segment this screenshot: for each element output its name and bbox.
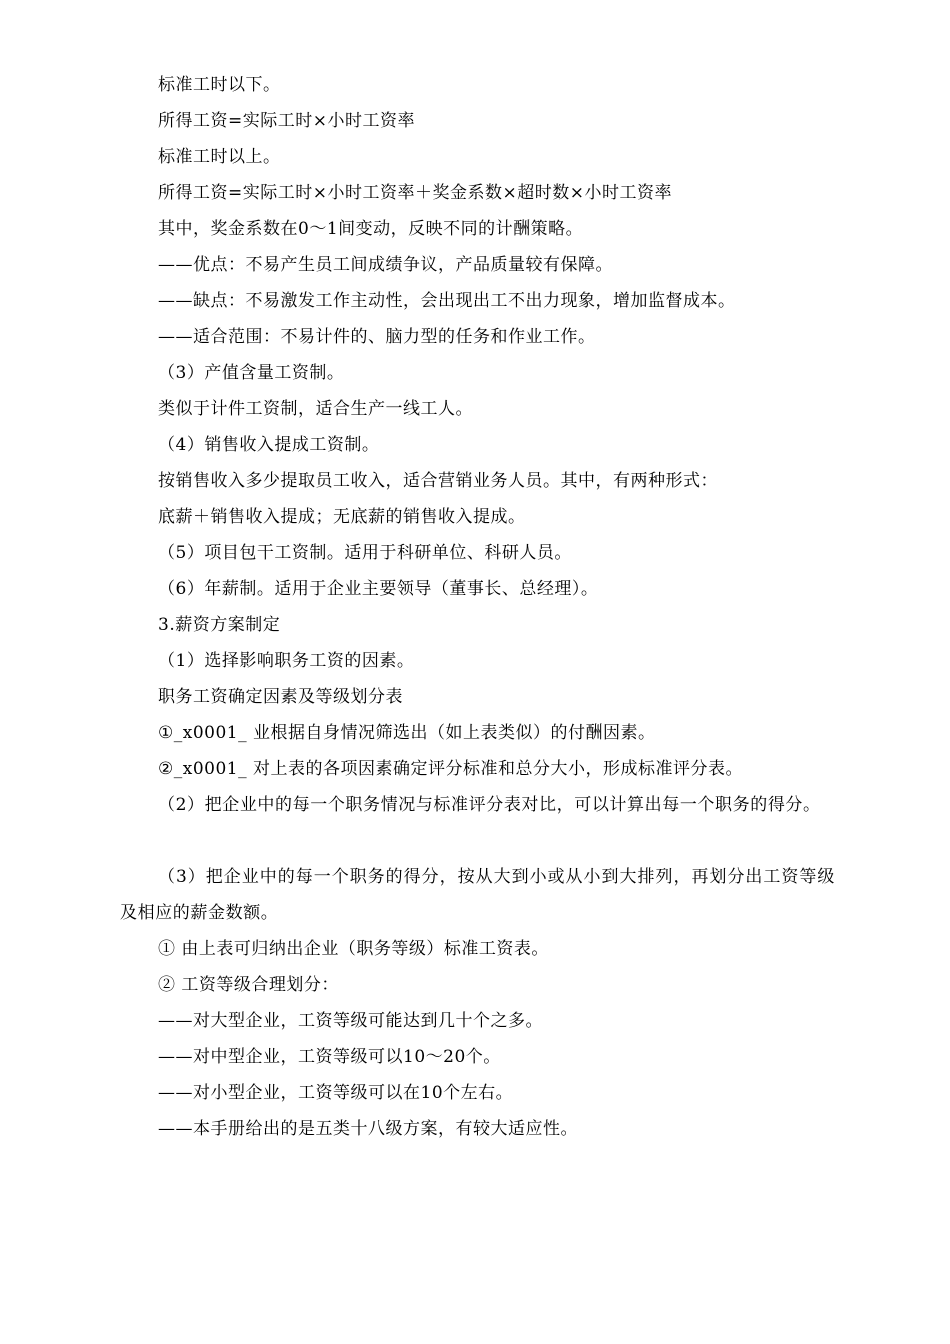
section-title: 3.薪资方案制定 (158, 615, 281, 635)
text-line: ——对大型企业，工资等级可能达到几十个之多。 (158, 1011, 543, 1031)
text-line: ——对中型企业，工资等级可以10～20个。 (158, 1047, 501, 1067)
text-line: 所得工资=实际工时×小时工资率 (158, 111, 415, 131)
text-line: 按销售收入多少提取员工收入，适合营销业务人员。其中，有两种形式： (158, 471, 718, 491)
list-item: ② 工资等级合理划分： (158, 975, 339, 995)
text-line: 底薪＋销售收入提成；无底薪的销售收入提成。 (158, 507, 526, 527)
text-line: ——适合范围：不易计件的、脑力型的任务和作业工作。 (158, 327, 596, 347)
text-line: 标准工时以下。 (158, 75, 281, 95)
list-item: ① 由上表可归纳出企业（职务等级）标准工资表。 (158, 939, 549, 959)
paragraph: （3）把企业中的每一个职务的得分，按从大到小或从小到大排列，再划分出工资等级及相应的薪金数额。 (120, 867, 835, 923)
text-line: ——优点：不易产生员工间成绩争议，产品质量较有保障。 (158, 255, 613, 275)
section-heading: （4）销售收入提成工资制。 (158, 435, 380, 455)
section-heading: （1）选择影响职务工资的因素。 (158, 651, 415, 671)
paragraph: （2）把企业中的每一个职务情况与标准评分表对比，可以计算出每一个职务的得分。 (158, 795, 821, 815)
text-line: ——缺点：不易激发工作主动性，会出现出工不出力现象，增加监督成本。 (158, 291, 736, 311)
list-item: ②_x0001_ 对上表的各项因素确定评分标准和总分大小，形成标准评分表。 (158, 759, 743, 779)
text-line: 类似于计件工资制，适合生产一线工人。 (158, 399, 473, 419)
text-line: 其中，奖金系数在0～1间变动，反映不同的计酬策略。 (158, 219, 584, 239)
text-line: 所得工资=实际工时×小时工资率＋奖金系数×超时数×小时工资率 (158, 183, 672, 203)
list-item: ①_x0001_ 业根据自身情况筛选出（如上表类似）的付酬因素。 (158, 723, 656, 743)
section-heading: （3）产值含量工资制。 (158, 363, 345, 383)
section-heading: （5）项目包干工资制。适用于科研单位、科研人员。 (158, 543, 572, 563)
text-line: ——本手册给出的是五类十八级方案，有较大适应性。 (158, 1119, 578, 1139)
text-line: 标准工时以上。 (158, 147, 281, 167)
table-caption: 职务工资确定因素及等级划分表 (158, 687, 403, 707)
text-line: ——对小型企业，工资等级可以在10个左右。 (158, 1083, 514, 1103)
section-heading: （6）年薪制。适用于企业主要领导（董事长、总经理）。 (158, 579, 599, 599)
